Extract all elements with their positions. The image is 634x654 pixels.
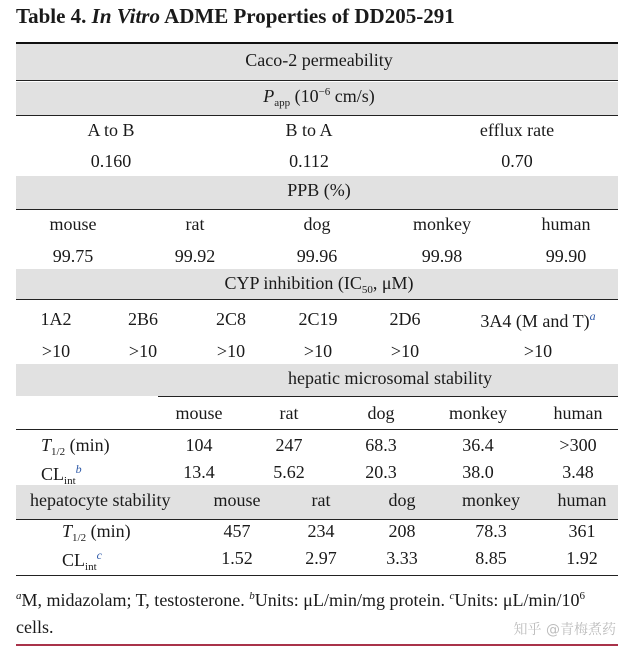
column-header: 2C19: [298, 309, 338, 329]
column-header: B to A: [285, 120, 333, 140]
column-header: mouse: [213, 490, 261, 510]
row-label: $CL_{int}^c$: [62, 548, 102, 573]
column-header: monkey: [413, 214, 471, 234]
table-title: Table 4. In Vitro ADME Properties of DD205-291: [16, 4, 455, 28]
table-cell: 99.92: [174, 246, 216, 266]
column-header: 3A4 (M and T)$^a$: [480, 309, 596, 331]
table-cell: >10: [523, 341, 553, 361]
rule: [158, 396, 618, 397]
table-cell: 0.70: [501, 151, 533, 171]
rule: [16, 115, 618, 116]
rule: [16, 209, 618, 210]
column-header: rat: [279, 403, 299, 423]
rule: [16, 429, 618, 430]
table-cell: 1.52: [221, 548, 253, 568]
table-cell: 68.3: [365, 435, 397, 455]
table-cell: 0.112: [289, 151, 329, 171]
table-footnotes: $^a$M, midazolam; T, testosterone. $^b$Units: μL/min/mg protein. $^c$Units: $\mu L/\min/10^6$ cells.: [16, 590, 585, 637]
rule: [16, 519, 618, 520]
table-cell: 99.90: [545, 246, 587, 266]
table-cell: 104: [185, 435, 213, 455]
column-header: monkey: [462, 490, 520, 510]
hepatocyte-header: hepatocyte stability: [30, 490, 171, 510]
top-rule: [16, 42, 618, 44]
footnote-mark: a: [16, 590, 22, 602]
table-cell: 247: [275, 435, 303, 455]
table-cell: >10: [390, 341, 420, 361]
rule: [16, 80, 618, 81]
table-cell: 1.92: [566, 548, 598, 568]
ppb-header: PPB (%): [287, 180, 351, 200]
table-cell: 99.96: [296, 246, 338, 266]
footnote-mark: c: [96, 548, 102, 562]
column-header: 1A2: [40, 309, 72, 329]
column-header: 2D6: [389, 309, 421, 329]
table-cell: 13.4: [183, 462, 215, 482]
column-header: dog: [367, 403, 395, 423]
column-header: efflux rate: [479, 120, 555, 140]
table-cell: >10: [41, 341, 71, 361]
table-cell: 38.0: [462, 462, 494, 482]
table-cell: 208: [388, 521, 416, 541]
footnote-mark: b: [249, 590, 255, 602]
page-bottom-rule: [16, 644, 618, 646]
table-cell: 99.98: [421, 246, 463, 266]
column-header: human: [557, 490, 607, 510]
row-label: $T_{1/2}$ (min): [41, 435, 110, 458]
column-header: rat: [185, 214, 205, 234]
table-cell: 8.85: [475, 548, 507, 568]
row-label: $CL_{int}^b$: [41, 462, 82, 487]
table-cell: >10: [128, 341, 158, 361]
column-header: human: [553, 403, 603, 423]
table-cell: 99.75: [52, 246, 94, 266]
column-header: human: [541, 214, 591, 234]
papp-header: $P_{app}$ ($10^{-6}$ cm/s): [263, 86, 375, 109]
column-header: dog: [303, 214, 331, 234]
table-cell: 78.3: [475, 521, 507, 541]
table-cell: 361: [568, 521, 596, 541]
footnote-mark: c: [449, 590, 455, 602]
column-header: A to B: [87, 120, 135, 140]
column-header: 2C8: [215, 309, 247, 329]
table-cell: 3.33: [386, 548, 418, 568]
rule: [16, 299, 618, 300]
caco2-header: Caco-2 permeability: [245, 50, 393, 70]
table-cell: 0.160: [90, 151, 132, 171]
table-cell: >10: [303, 341, 333, 361]
table-cell: 234: [307, 521, 335, 541]
cyp-header: CYP inhibition ($IC_{50}$, μM): [224, 273, 414, 296]
watermark: 知乎 @青梅煮药: [513, 622, 616, 638]
footnote-mark: a: [589, 309, 596, 323]
column-header: mouse: [49, 214, 97, 234]
microsomal-header: hepatic microsomal stability: [288, 368, 492, 388]
table-cell: 3.48: [562, 462, 594, 482]
table-cell: 5.62: [273, 462, 305, 482]
column-header: mouse: [175, 403, 223, 423]
table-cell: 20.3: [365, 462, 397, 482]
table-cell: 2.97: [305, 548, 337, 568]
column-header: 2B6: [127, 309, 159, 329]
row-label: $T_{1/2}$ (min): [62, 521, 131, 544]
column-header: dog: [388, 490, 416, 510]
column-header: monkey: [449, 403, 507, 423]
bottom-rule: [16, 575, 618, 576]
footnote-mark: b: [75, 462, 82, 476]
table-cell: 36.4: [462, 435, 494, 455]
table-cell: >300: [559, 435, 597, 455]
column-header: rat: [311, 490, 331, 510]
table-cell: 457: [223, 521, 251, 541]
table-cell: >10: [216, 341, 246, 361]
